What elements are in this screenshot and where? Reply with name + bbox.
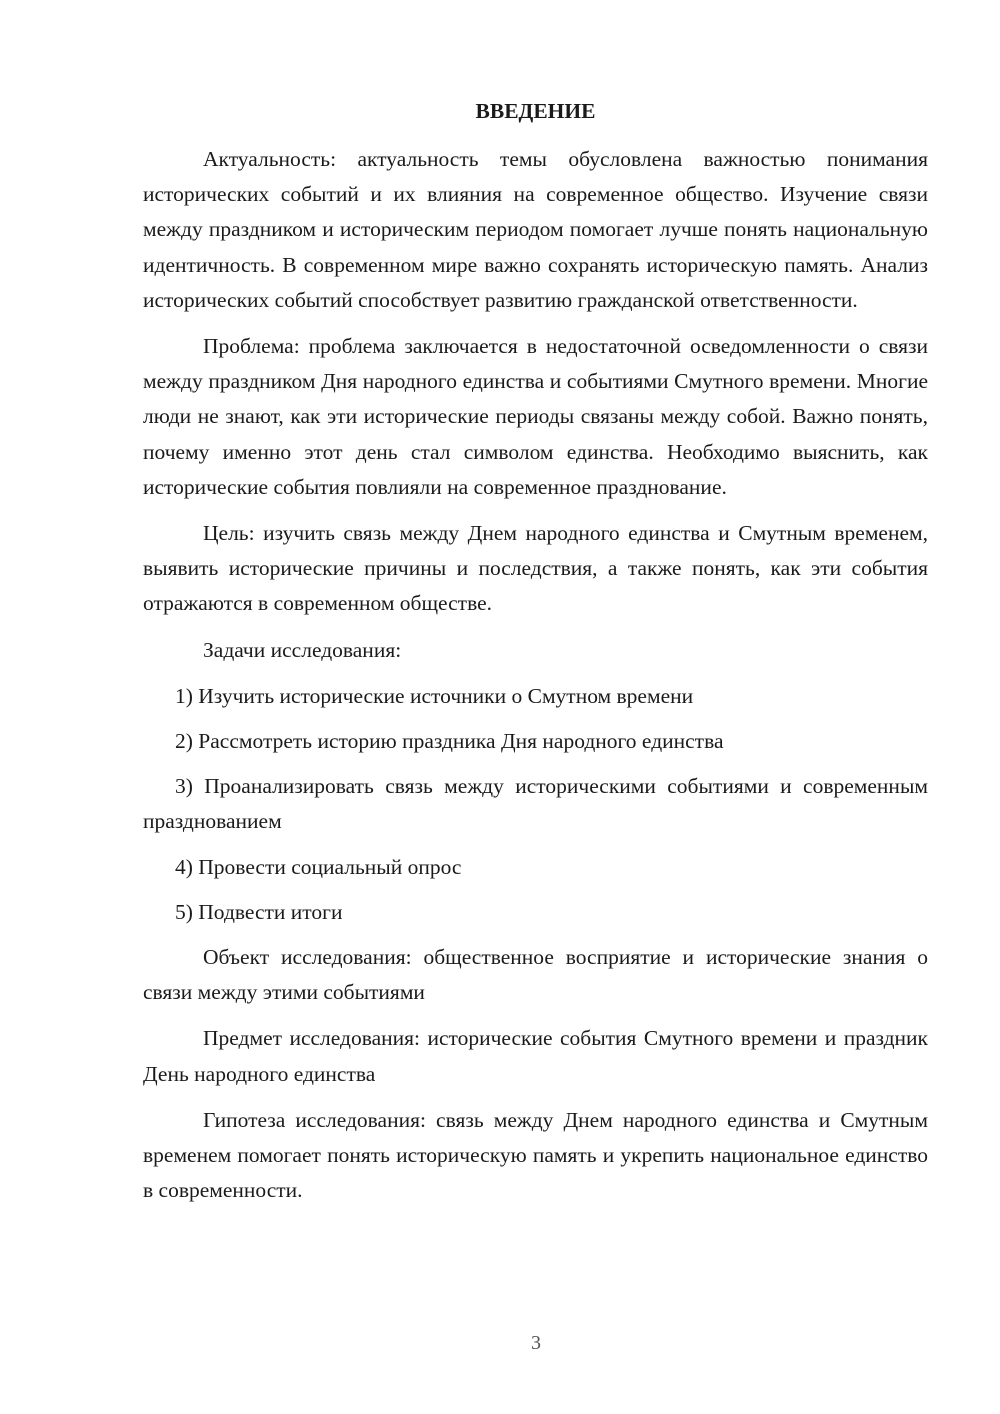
relevance-paragraph: Актуальность: актуальность темы обусловлена важностью понимания исторических событий и их влияния на современное общество. Изучение связи между праздником и историческим периодом помогает лучше понять национальную идентичность. В современном мире важно сохранять историческую память. Анализ исторических событий способствует развитию гражданской ответственности. xyxy=(143,147,928,312)
hypothesis-paragraph: Гипотеза исследования: связь между Днем народного единства и Смутным временем помогает понять историческую память и укрепить национальное единство в современности. xyxy=(143,1107,928,1203)
problem-paragraph: Проблема: проблема заключается в недостаточной осведомленности о связи между праздником Дня народного единства и событиями Смутного времени. Многие люди не знают, как эти исторические периоды связаны между собой. Важно понять, почему именно этот день стал символом единства. Необходимо выяснить, как исторические события повлияли на современное празднование. xyxy=(143,334,928,499)
page-number: 3 xyxy=(531,1332,541,1354)
subject-paragraph: Предмет исследования: исторические события Смутного времени и праздник День народного единства xyxy=(143,1026,928,1086)
object-paragraph: Объект исследования: общественное восприятие и исторические знания о связи между этими событиями xyxy=(143,945,928,1005)
task-item-1: 1) Изучить исторические источники о Смутном времени xyxy=(175,683,694,708)
goal-paragraph: Цель: изучить связь между Днем народного единства и Смутным временем, выявить исторические причины и последствия, а также понять, как эти события отражаются в современном обществе. xyxy=(143,521,928,616)
section-title: ВВЕДЕНИЕ xyxy=(475,99,596,123)
task-item-4: 4) Провести социальный опрос xyxy=(175,854,462,879)
task-item-2: 2) Рассмотреть историю праздника Дня народного единства xyxy=(175,729,724,754)
page-content xyxy=(143,94,928,1219)
task-item-3: 3) Проанализировать связь между историческими событиями и современным празднованием xyxy=(143,774,928,834)
task-item-5: 5) Подвести итоги xyxy=(175,899,343,924)
tasks-heading: Задачи исследования: xyxy=(203,637,402,662)
